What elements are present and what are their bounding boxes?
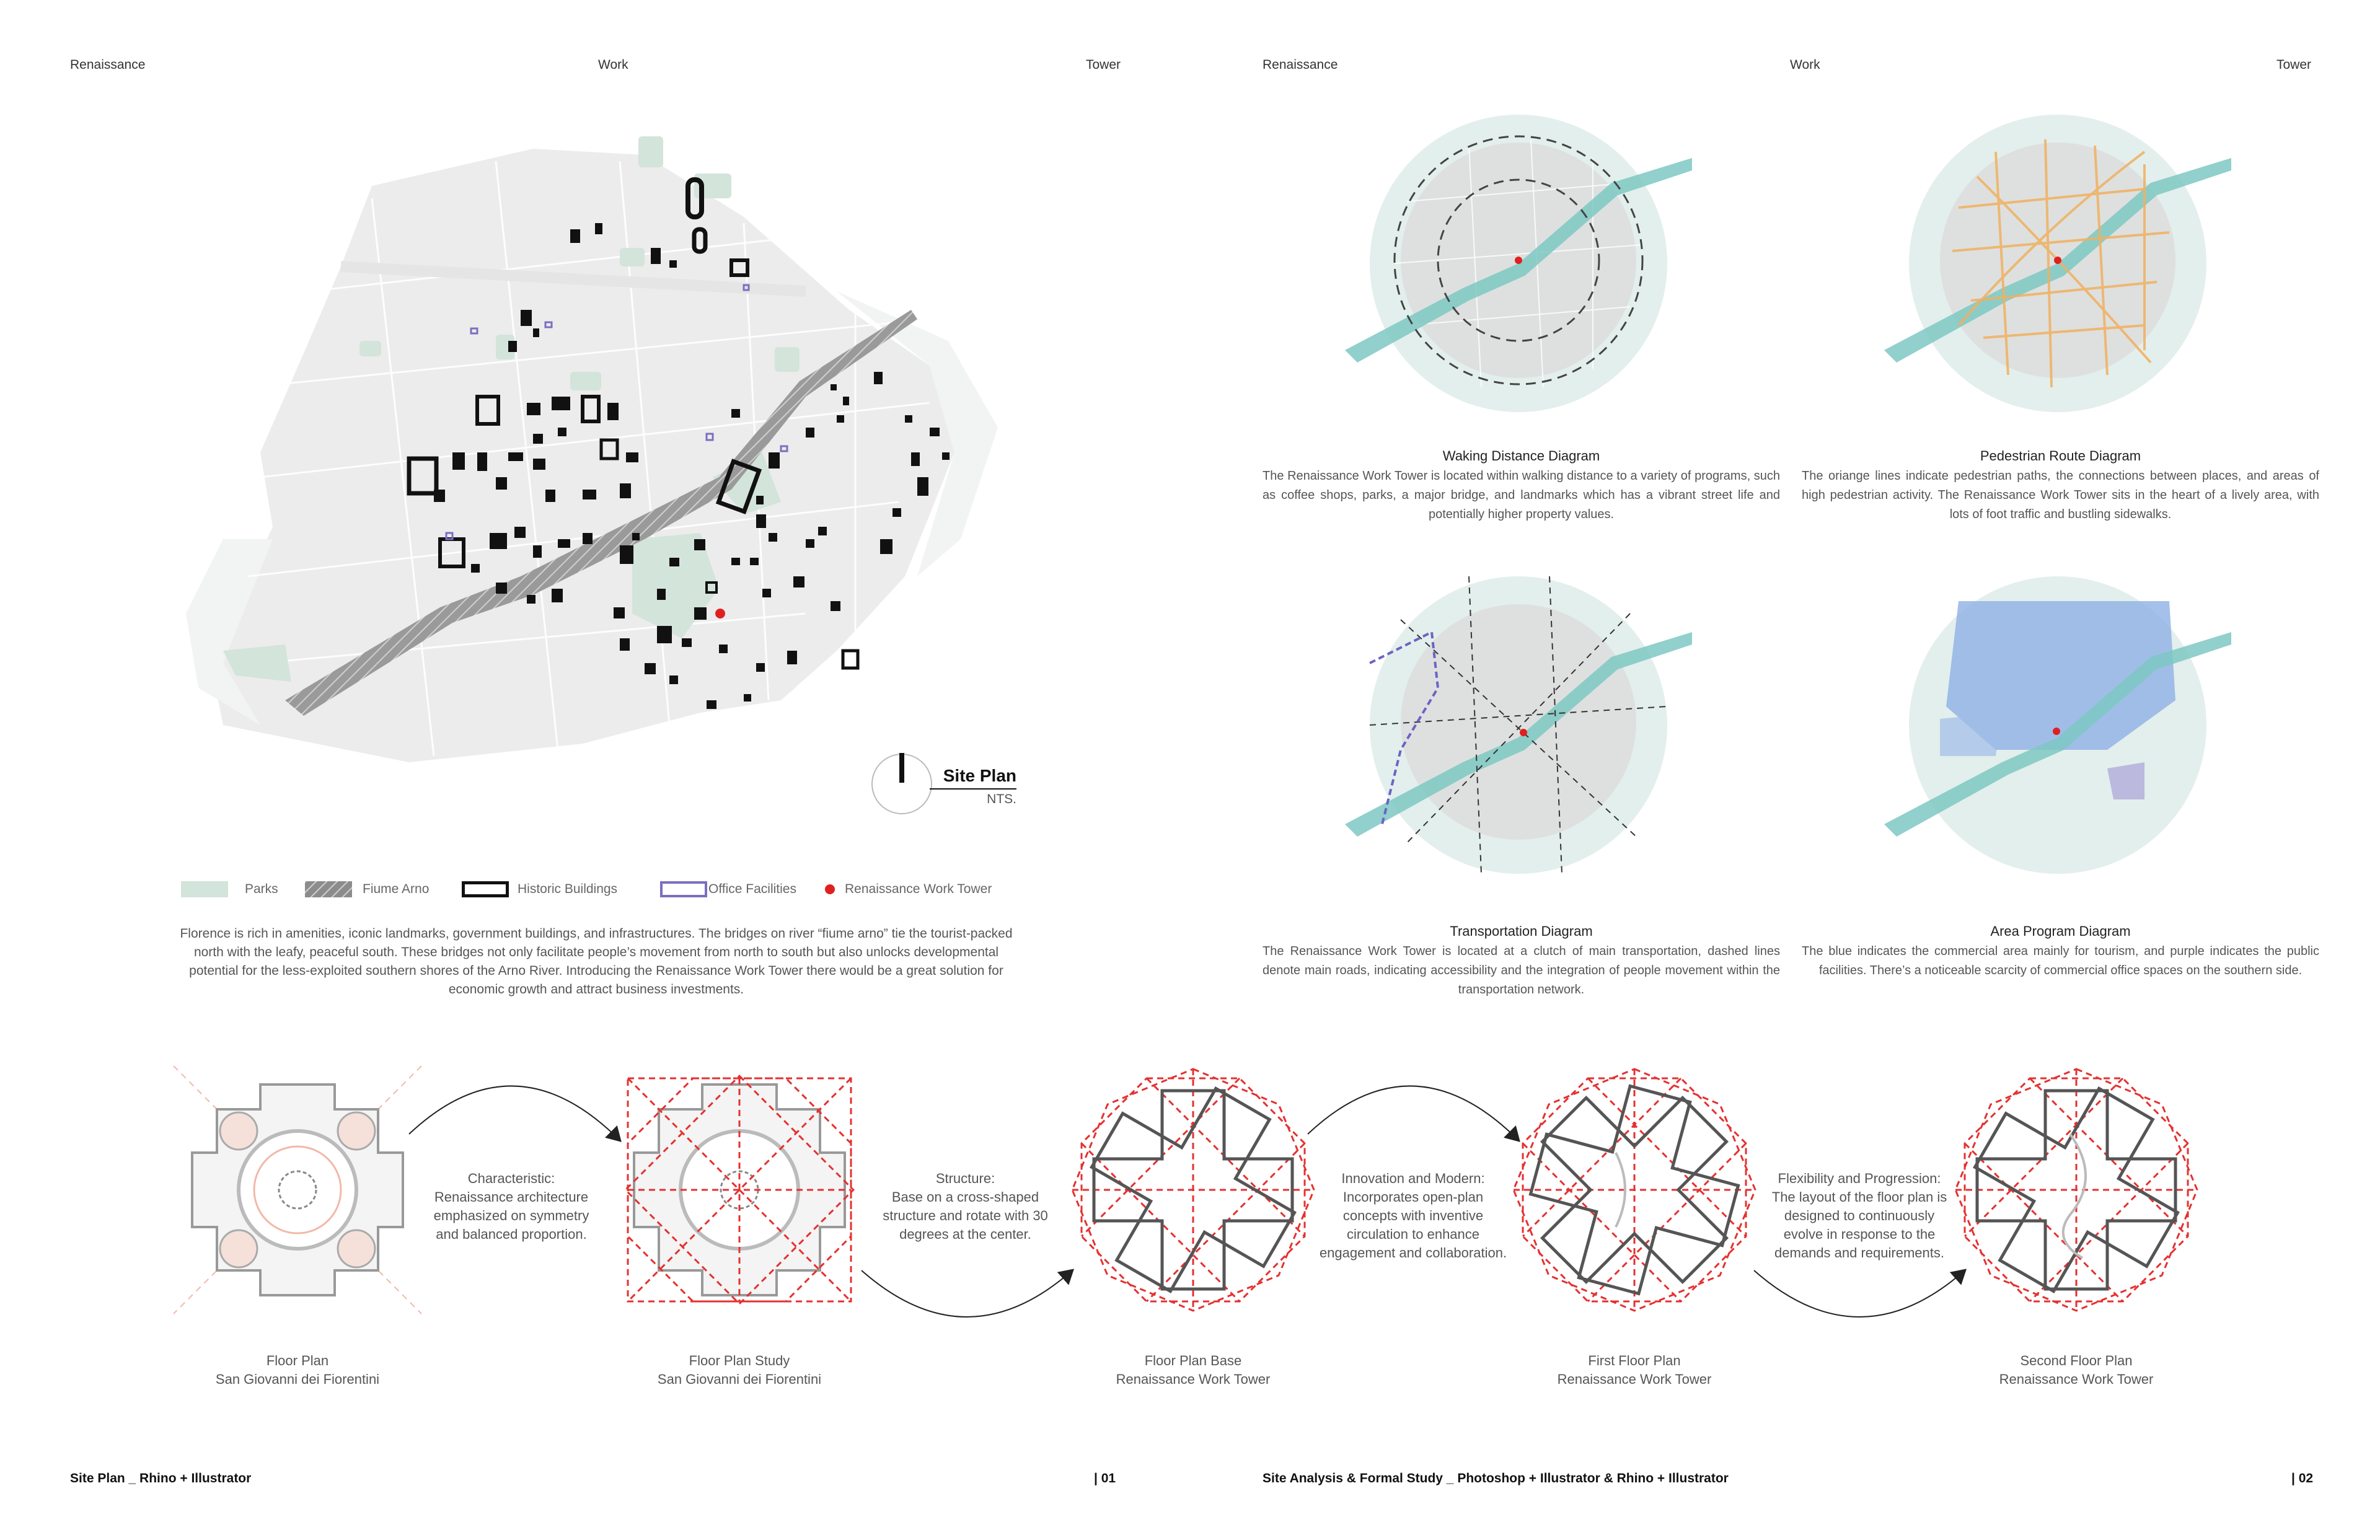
note-innovation: Innovation and Modern: Incorporates open-plan concepts with inventive circulation to enhance engagement and collaboration. <box>1319 1171 1507 1261</box>
plan-4-title: First Floor Plan <box>1588 1353 1681 1368</box>
site-plan-scale: NTS. <box>987 792 1016 806</box>
plan-3-subtitle: Renaissance Work Tower <box>1116 1371 1271 1387</box>
north-arrow-icon <box>868 750 936 818</box>
arrow-4-icon <box>1754 1270 1965 1317</box>
legend-river-label: Fiume Arno <box>363 882 430 896</box>
office-swatch <box>660 881 707 897</box>
plan-2-caption <box>628 1352 851 1389</box>
city-fabric <box>211 149 954 762</box>
header-left-tower: Tower <box>1086 58 1121 72</box>
plan-4-caption <box>1523 1352 1746 1389</box>
river-hatch-swatch <box>305 881 352 897</box>
renaissance-work-tower-marker <box>715 609 725 618</box>
footer-left-title: Site Plan _ Rhino + Illustrator <box>70 1471 252 1485</box>
arrow-3-icon <box>1308 1086 1518 1140</box>
plan-3-caption <box>1082 1352 1305 1389</box>
walking-diagram-body: The Renaissance Work Tower is located within walking distance to a variety of programs, such as coffee shops, parks, a major bridge, and landmarks which has a vibrant street life and potentially higher property values. <box>1263 469 1780 521</box>
legend-historic-label: Historic Buildings <box>518 882 618 896</box>
plan-3-drawing <box>1057 1066 1328 1326</box>
plan-1-drawing <box>174 1066 421 1314</box>
plan-5-drawing <box>1941 1066 2211 1326</box>
plan-2-drawing <box>625 1076 853 1304</box>
plan-1-title: Floor Plan <box>266 1353 329 1368</box>
pedestrian-route-diagram <box>1884 102 2231 425</box>
area-program-diagram-body: The blue indicates the commercial area mainly for tourism, and purple indicates the public facilities. There’s a noticeable scarcity of commercial office spaces on the southern side. <box>1802 944 2319 977</box>
plan-5-caption <box>1965 1352 2188 1389</box>
header-right-renaissance: Renaissance <box>1263 58 1338 72</box>
site-plan-map <box>186 105 1004 787</box>
plan-2-title: Floor Plan Study <box>689 1353 790 1368</box>
plan-2-subtitle: San Giovanni dei Fiorentini <box>657 1371 822 1387</box>
plan-4-drawing <box>1494 1066 1775 1330</box>
arrow-2-icon <box>862 1270 1072 1317</box>
note-characteristic: Characteristic: Renaissance architecture emphasized on symmetry and balanced proportion. <box>433 1171 589 1242</box>
parks-swatch <box>181 881 228 897</box>
site-plan-title: Site Plan <box>930 766 1016 790</box>
transportation-diagram <box>1345 564 1692 886</box>
legend-tower-label: Renaissance Work Tower <box>845 882 992 896</box>
header-left-work: Work <box>598 58 628 72</box>
plan-5-subtitle: Renaissance Work Tower <box>1999 1371 2154 1387</box>
note-structure: Structure: Base on a cross-shaped structure and rotate with 30 degrees at the center. <box>883 1171 1048 1242</box>
plan-4-subtitle: Renaissance Work Tower <box>1557 1371 1712 1387</box>
walking-distance-diagram <box>1345 102 1692 425</box>
arrow-1-icon <box>409 1086 620 1140</box>
site-description: Florence is rich in amenities, iconic landmarks, government buildings, and infrastructures. The bridges on river “fiume arno” tie the tourist-packed north with the leafy, peaceful south. These bridges not only facilitate people’s movement from north to south but also unlocks developmental potential for the less-exploited southern shores of the Arno River. Introducing the Renaissance Work Tower there would be a great solution for economic growth and attract business investments. <box>180 926 1013 997</box>
footer-right-title: Site Analysis & Formal Study _ Photoshop + Illustrator & Rhino + Illustrator <box>1263 1471 1729 1485</box>
note-flexibility: Flexibility and Progression: The layout of the floor plan is designed to continuously evolve in response to the demands and requirements. <box>1771 1171 1947 1261</box>
area-program-diagram <box>1884 564 2231 886</box>
pedestrian-diagram-title: Pedestrian Route Diagram <box>1980 448 2141 464</box>
transportation-diagram-title: Transportation Diagram <box>1450 923 1593 939</box>
header-right-tower: Tower <box>2276 58 2312 72</box>
walking-diagram-title: Waking Distance Diagram <box>1442 448 1600 464</box>
pedestrian-diagram-body: The oriange lines indicate pedestrian paths, the connections between places, and areas of high pedestrian activity. The Renaissance Work Tower sits in the heart of a lively area, with lots of foot traffic and bustling sidewalks. <box>1802 469 2319 521</box>
plan-1-subtitle: San Giovanni dei Fiorentini <box>215 1371 380 1387</box>
transportation-diagram-body: The Renaissance Work Tower is located at a clutch of main transportation, dashed lines denote main roads, indicating accessibility and the integration of people movement within the transportation network. <box>1263 944 1780 997</box>
plan-3-title: Floor Plan Base <box>1144 1353 1242 1368</box>
formal-study-drawings <box>0 1066 2380 1388</box>
legend-office-label: Office Facilities <box>708 882 796 896</box>
plan-1-caption <box>186 1352 409 1389</box>
footer-right-page: | 02 <box>2291 1471 2314 1485</box>
red-dot-icon <box>825 884 835 894</box>
legend-parks-label: Parks <box>245 882 278 896</box>
header-left-renaissance: Renaissance <box>70 58 146 72</box>
footer-left-page: | 01 <box>1094 1471 1116 1485</box>
area-program-diagram-title: Area Program Diagram <box>1990 923 2131 939</box>
header-right-work: Work <box>1790 58 1820 72</box>
historic-building-swatch <box>462 881 509 897</box>
plan-5-title: Second Floor Plan <box>2020 1353 2133 1368</box>
